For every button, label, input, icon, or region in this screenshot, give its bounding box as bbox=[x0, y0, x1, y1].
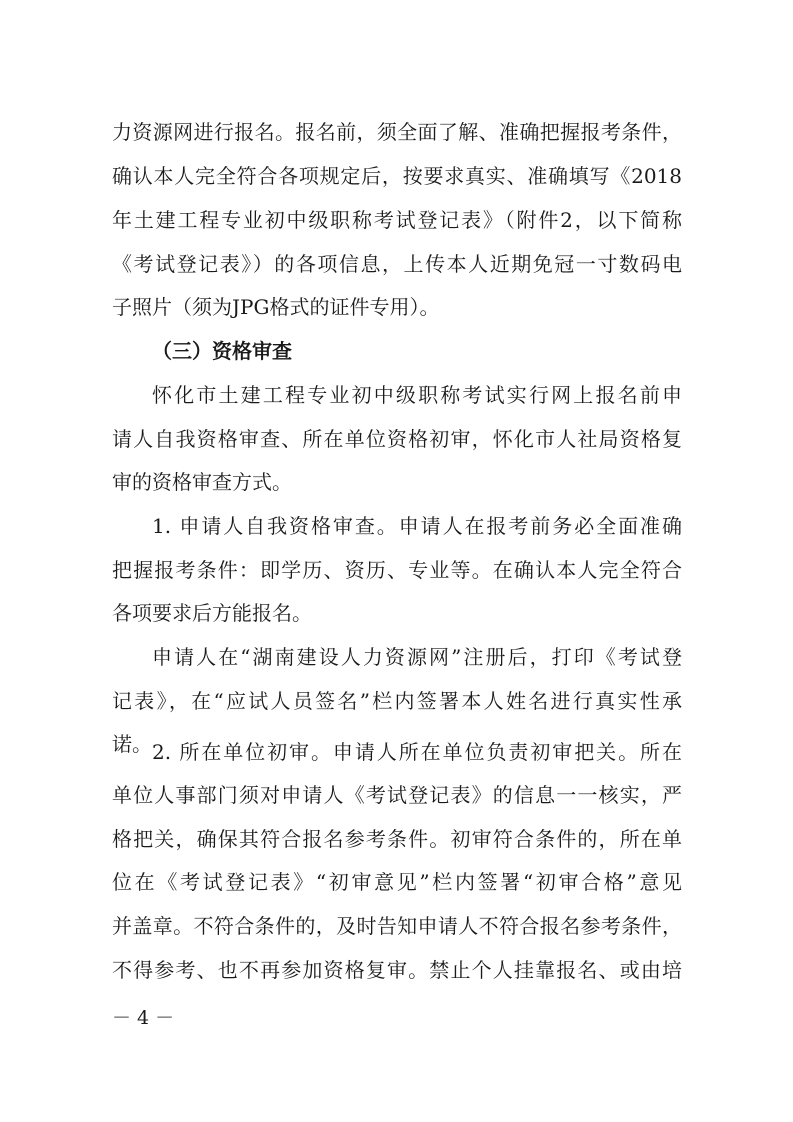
text-line: 并盖章。不符合条件的，及时告知申请人不符合报名参考条件， bbox=[112, 914, 682, 938]
text-line: 2. 所在单位初审。申请人所在单位负责初审把关。所在 bbox=[152, 740, 682, 764]
text-line: 确认本人完全符合各项规定后，按要求真实、准确填写《2018 bbox=[112, 164, 682, 188]
page-number: － 4 － bbox=[112, 1007, 175, 1029]
text-line: 申请人在“湖南建设人力资源网”注册后，打印《考试登 bbox=[152, 645, 682, 669]
text-line: 诺。 bbox=[112, 732, 152, 756]
text-line: 各项要求后方能报名。 bbox=[112, 601, 312, 625]
text-line: 单位人事部门须对申请人《考试登记表》的信息一一核实，严 bbox=[112, 783, 682, 807]
text-line: 怀化市土建工程专业初中级职称考试实行网上报名前申 bbox=[152, 383, 682, 407]
text-line: 把握报考条件：即学历、资历、专业等。在确认本人完全符合 bbox=[112, 558, 682, 582]
text-line: 记表》，在“应试人员签名”栏内签署本人姓名进行真实性承 bbox=[112, 689, 682, 713]
section-heading: （三）资格审查 bbox=[152, 339, 292, 363]
text-line: 审的资格审查方式。 bbox=[112, 470, 292, 494]
text-line: 1. 申请人自我资格审查。申请人在报考前务必全面准确 bbox=[152, 514, 682, 538]
text-line: 子照片（须为JPG格式的证件专用）。 bbox=[112, 295, 440, 319]
text-line: 不得参考、也不再参加资格复审。禁止个人挂靠报名、或由培 bbox=[112, 958, 682, 982]
text-line: 请人自我资格审查、所在单位资格初审，怀化市人社局资格复 bbox=[112, 427, 682, 451]
text-line: 位在《考试登记表》“初审意见”栏内签署“初审合格”意见 bbox=[112, 870, 682, 894]
text-line: 年土建工程专业初中级职称考试登记表》（附件2，以下简称 bbox=[112, 208, 682, 232]
text-line: 《考试登记表》）的各项信息，上传本人近期免冠一寸数码电 bbox=[112, 252, 682, 276]
text-line: 格把关，确保其符合报名参考条件。初审符合条件的，所在单 bbox=[112, 827, 682, 851]
text-line: 力资源网进行报名。报名前，须全面了解、准确把握报考条件， bbox=[112, 120, 682, 144]
